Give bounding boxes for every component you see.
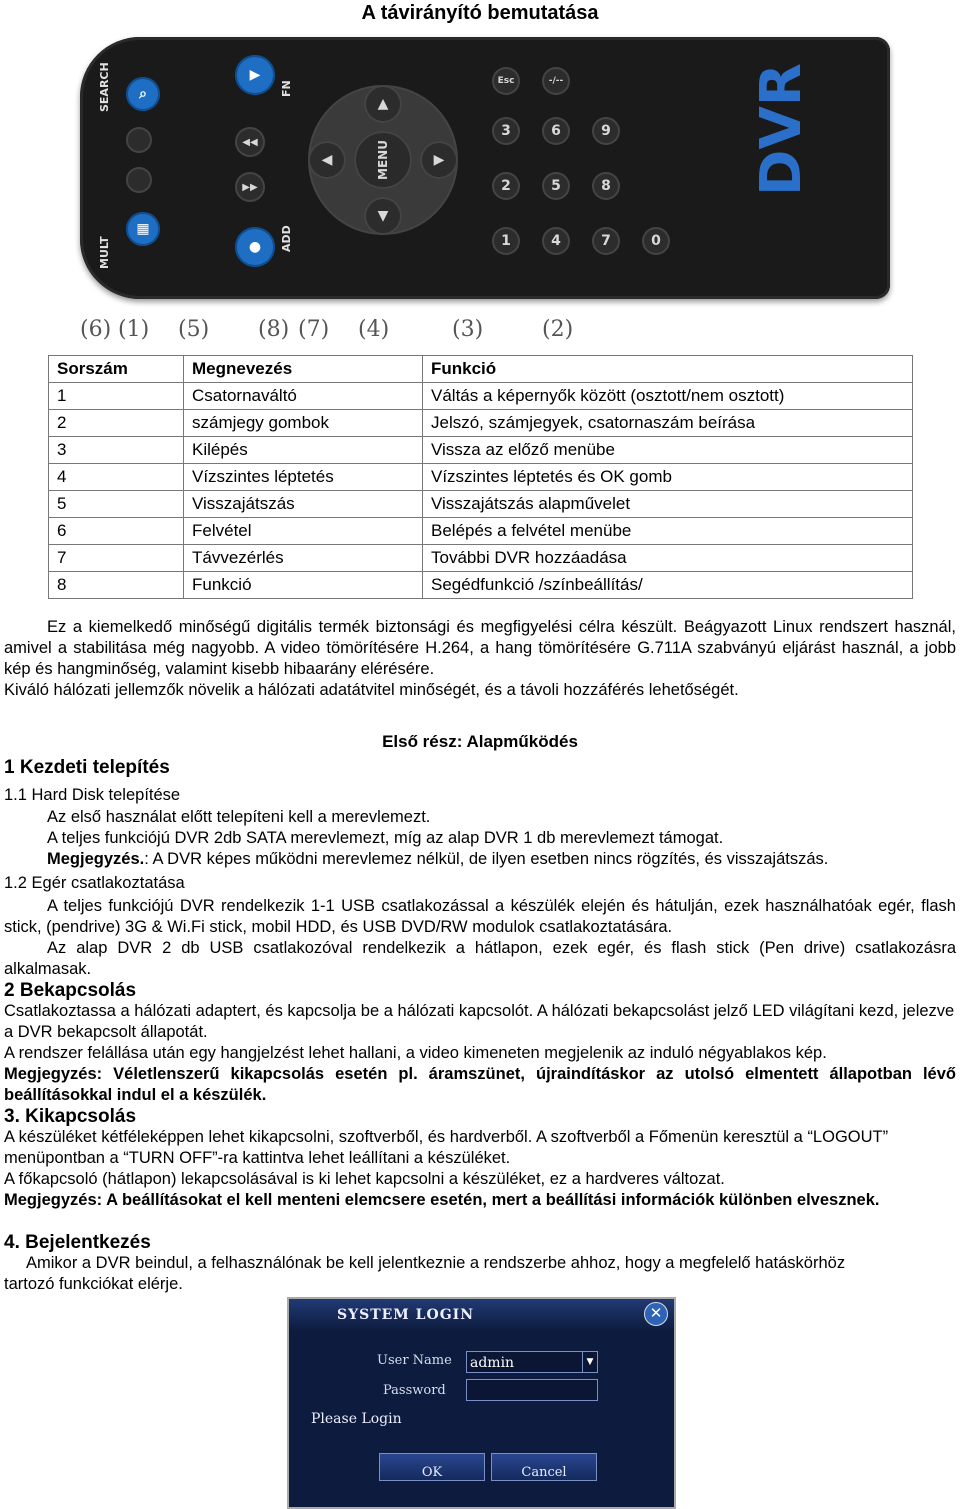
fn-label: FN [280, 80, 293, 97]
search-label: SEARCH [98, 62, 111, 112]
callout-7: (7) [298, 317, 330, 342]
note-text: Megjegyzés: A beállításokat el kell menteni elemcsere esetén, mert a beállítási információk különben elvesznek. [4, 1191, 880, 1209]
menu-label: MENU [376, 140, 390, 180]
table-cell: Segédfunkció /színbeállítás/ [423, 572, 913, 599]
body-text: A rendszer felállása után egy hangjelzést lehet hallani, a video kimeneten megjelenik az induló négyablakos kép. [4, 1044, 827, 1062]
table-row [49, 410, 913, 437]
menu-button [354, 131, 412, 189]
key-dash: -/-- [542, 67, 570, 95]
body-text: Az első használat előtt telepíteni kell a merevlemezt. [47, 808, 431, 826]
key-1: 1 [492, 227, 520, 255]
callout-6: (6) [80, 317, 112, 342]
callout-5: (5) [178, 317, 210, 342]
callout-2: (2) [542, 317, 574, 342]
remote-small-button [126, 127, 152, 153]
username-value: admin [470, 1355, 515, 1371]
arrow-left-icon: ◀ [308, 141, 346, 179]
table-cell: számjegy gombok [184, 410, 423, 437]
body-text: A teljes funkciójú DVR 2db SATA merevlemezt, míg az alap DVR 1 db merevlemezt támogat. [47, 829, 724, 847]
section-heading: 2 Bekapcsolás [4, 980, 137, 1001]
table-cell: Kilépés [184, 437, 423, 464]
part-title: Első rész: Alapműködés [382, 732, 578, 751]
add-button: ● [235, 227, 275, 267]
header-cell: Megnevezés [184, 356, 423, 383]
key-5: 5 [542, 172, 570, 200]
key-4: 4 [542, 227, 570, 255]
table-cell: 4 [49, 464, 184, 491]
arrow-down-icon: ▼ [364, 197, 402, 235]
table-cell: 8 [49, 572, 184, 599]
table-row [49, 518, 913, 545]
note-text: Megjegyzés: Véletlenszerű kikapcsolás esetén pl. áramszünet, újraindításkor az utolsó elmentett állapotban lévő beállításokkal indul el a készülék. [4, 1065, 956, 1104]
table-cell: Távvezérlés [184, 545, 423, 572]
password-label: Password [383, 1383, 446, 1398]
key-3: 3 [492, 117, 520, 145]
remote-callouts [80, 317, 900, 347]
body-text: A készüléket kétféleképpen lehet kikapcsolni, szoftverből, és hardverből. A szoftverből a Főmenün keresztül a “LOGOUT” menüpontban a “TURN OFF”-ra kattintva lehet leállítani a készüléket. [4, 1128, 889, 1167]
table-cell: 7 [49, 545, 184, 572]
subsection-heading: 1.2 Egér csatlakoztatása [4, 874, 185, 892]
callout-3: (3) [452, 317, 484, 342]
ok-button[interactable]: OK [379, 1453, 485, 1481]
search-button: ⌕ [126, 77, 160, 111]
intro-paragraph-2: Kiváló hálózati jellemzők növelik a hálózati adatátvitel minőségét, és a távoli hozzáférés lehetőségét. [4, 681, 739, 699]
table-cell: Visszajátszás alapművelet [423, 491, 913, 518]
callout-1: (1) [118, 317, 150, 342]
mult-label: MULT [98, 236, 111, 269]
system-login-dialog [287, 1297, 676, 1509]
key-2: 2 [492, 172, 520, 200]
table-cell: Funkció [184, 572, 423, 599]
table-cell: Váltás a képernyők között (osztott/nem osztott) [423, 383, 913, 410]
table-cell: 6 [49, 518, 184, 545]
table-cell: 2 [49, 410, 184, 437]
body-text: A teljes funkciójú DVR rendelkezik 1-1 USB csatlakozással a készülék elején és hátulján, ezek használhatóak egér, flash stick, (pendrive) 3G & Wi.Fi stick, mobil HDD, és USB DVD/RW modulok csatlakoztatására. [4, 897, 956, 936]
forward-button: ▶▶ [235, 172, 265, 202]
page-title: A távirányító bemutatása [361, 2, 599, 24]
login-prompt: Please Login [311, 1411, 402, 1427]
table-cell: Visszajátszás [184, 491, 423, 518]
dvr-brand-logo: DVR [748, 63, 814, 196]
table-cell: Csatornaváltó [184, 383, 423, 410]
body-text: Csatlakoztassa a hálózati adaptert, és kapcsolja be a hálózati kapcsolót. A hálózati bekapcsolást jelző LED világítani kezd, jelezve a DVR bekapcsolt állapotát. [4, 1002, 955, 1041]
note-text: : A DVR képes működni merevlemez nélkül, de ilyen esetben nincs rögzítés, és visszajátszás. [144, 850, 829, 868]
dialog-title: SYSTEM LOGIN [337, 1307, 475, 1323]
close-icon[interactable]: ✕ [644, 1302, 668, 1326]
table-cell: Jelszó, számjegyek, csatornaszám beírása [423, 410, 913, 437]
username-label: User Name [377, 1353, 452, 1368]
note-label: Megjegyzés. [47, 850, 145, 868]
table-cell: Vízszintes léptetés és OK gomb [423, 464, 913, 491]
table-row [49, 491, 913, 518]
table-header-row [49, 356, 913, 383]
function-table [48, 355, 913, 599]
chevron-down-icon[interactable]: ▼ [582, 1352, 597, 1372]
intro-paragraph: Ez a kiemelkedő minőségű digitális termék biztonsági és megfigyelési célra készült. Beágyazott Linux rendszert használ, amivel a stabilitása még nagyobb. A video tömörítésére H.264, a hang tömörítésére G.711A szabványú eljárást használ, a jobb kép és hangminőség, valamint kisebb hibaarány elérésére. [4, 618, 956, 678]
table-row [49, 464, 913, 491]
remote-small-button [126, 167, 152, 193]
table-cell: 1 [49, 383, 184, 410]
key-6: 6 [542, 117, 570, 145]
header-cell: Sorszám [49, 356, 184, 383]
fn-button: ▶ [235, 55, 275, 95]
arrow-right-icon: ▶ [420, 141, 458, 179]
table-cell: 3 [49, 437, 184, 464]
body-text: A főkapcsoló (hátlapon) lekapcsolásával is ki lehet kapcsolni a készüléket, ez a hardveres változat. [4, 1170, 725, 1188]
remote-control-image [80, 32, 900, 350]
section-heading: 3. Kikapcsolás [4, 1106, 137, 1127]
arrow-up-icon: ▲ [364, 85, 402, 123]
rewind-button: ◀◀ [235, 127, 265, 157]
table-cell: További DVR hozzáadása [423, 545, 913, 572]
remote-body [80, 37, 890, 299]
table-row [49, 572, 913, 599]
header-cell: Funkció [423, 356, 913, 383]
table-cell: Felvétel [184, 518, 423, 545]
key-7: 7 [592, 227, 620, 255]
username-select[interactable] [466, 1351, 598, 1373]
table-cell: Vízszintes léptetés [184, 464, 423, 491]
callout-8: (8) [258, 317, 290, 342]
cancel-button[interactable]: Cancel [491, 1453, 597, 1481]
key-0: 0 [642, 227, 670, 255]
password-field[interactable] [466, 1379, 598, 1401]
table-row [49, 545, 913, 572]
table-cell: 5 [49, 491, 184, 518]
table-row [49, 437, 913, 464]
body-text: Amikor a DVR beindul, a felhasználónak be kell jelentkeznie a rendszerbe ahhoz, hogy a megfelelő hatáskörhöz tartozó funkciókat elérje. [4, 1254, 846, 1293]
add-label: ADD [280, 225, 293, 252]
table-cell: Vissza az előző menübe [423, 437, 913, 464]
section-heading: 4. Bejelentkezés [4, 1232, 151, 1253]
key-9: 9 [592, 117, 620, 145]
note-line [4, 849, 960, 870]
subsection-heading: 1.1 Hard Disk telepítése [4, 786, 181, 804]
key-8: 8 [592, 172, 620, 200]
key-esc: Esc [492, 67, 520, 95]
section-heading: 1 Kezdeti telepítés [4, 757, 170, 778]
body-text: Az alap DVR 2 db USB csatlakozóval rendelkezik a hátlapon, ezek egér, és flash stick (Pen drive) csatlakozásra alkalmasak. [4, 939, 956, 978]
mult-button: ▦ [126, 212, 160, 246]
table-row [49, 383, 913, 410]
table-cell: Belépés a felvétel menübe [423, 518, 913, 545]
callout-4: (4) [358, 317, 390, 342]
